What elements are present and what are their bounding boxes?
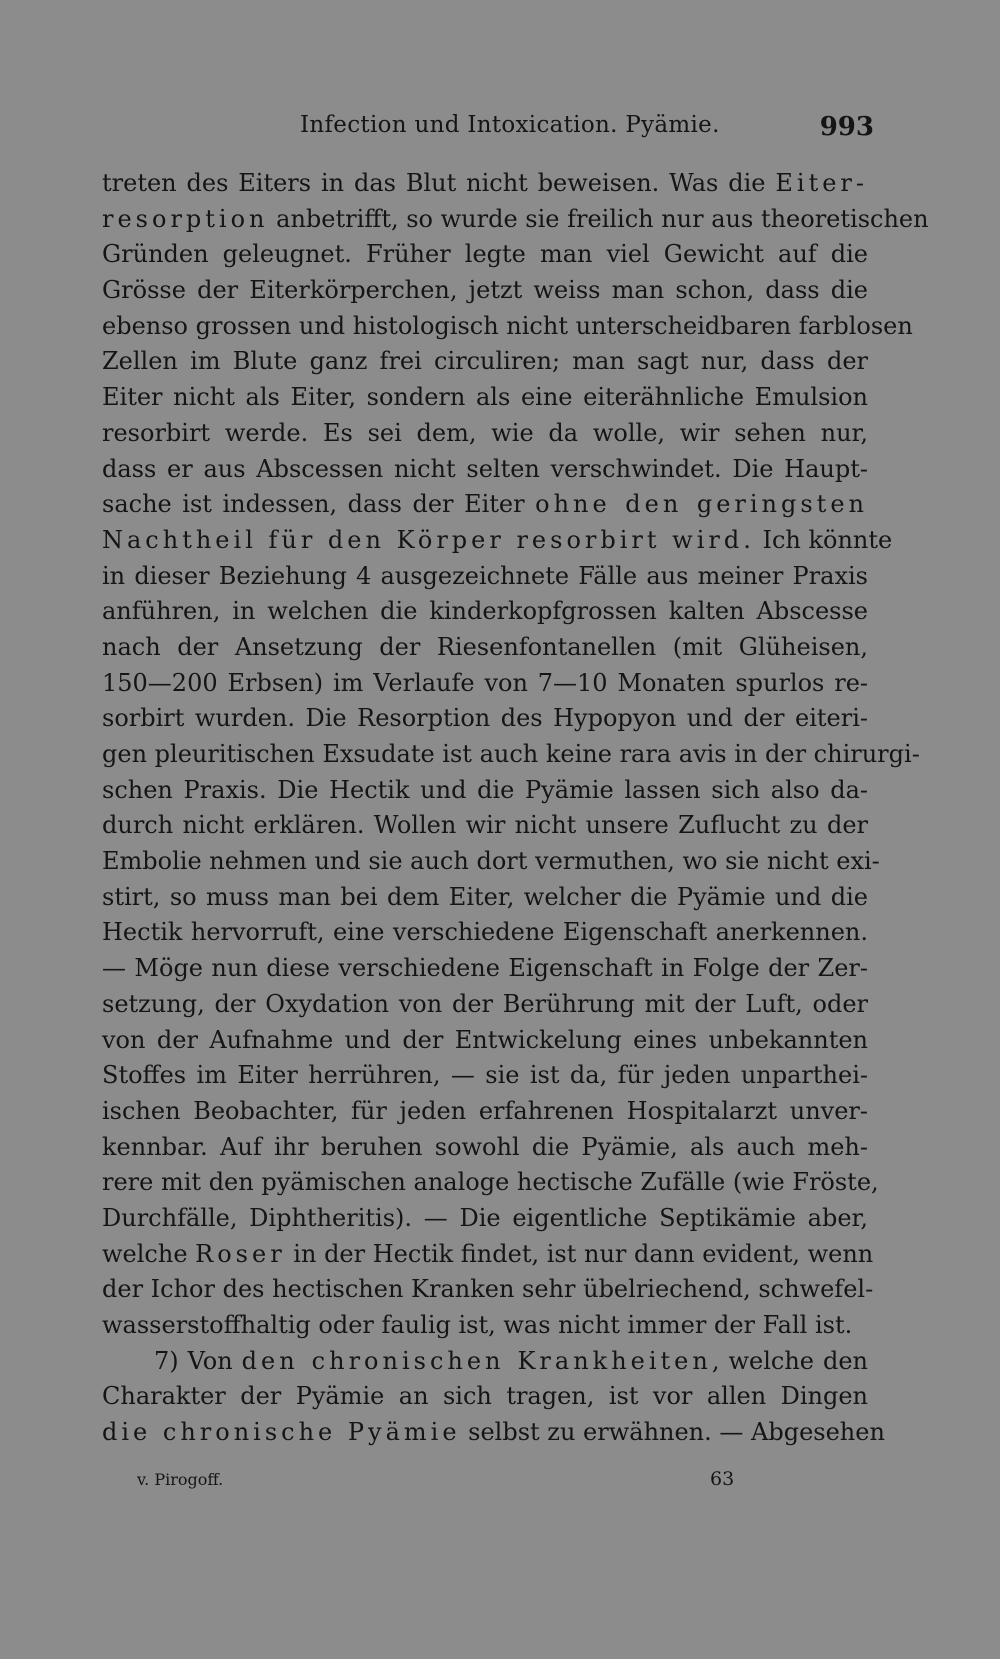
text-line xyxy=(102,416,868,452)
text-run: Charakter der Pyämie an sich tragen, ist vor allen Dingen xyxy=(102,1382,868,1411)
text-line xyxy=(102,309,913,345)
text-run: wasserstoffhaltig oder faulig ist, was nicht immer der Fall ist. xyxy=(102,1311,853,1339)
text-run: in der Hectik findet, ist nur dann evident, wenn xyxy=(285,1239,874,1268)
text-run: ebenso grossen und histologisch nicht unterscheidbaren farblosen xyxy=(102,311,913,340)
text-line xyxy=(102,452,868,488)
text-line xyxy=(102,1023,868,1059)
text-run: ischen Beobachter, für jeden erfahrenen Hospitalarzt unver- xyxy=(102,1096,868,1125)
text-line xyxy=(102,737,920,773)
text-line xyxy=(102,1058,868,1094)
text-line xyxy=(102,1379,868,1415)
text-line xyxy=(102,1415,885,1451)
footer-author: v. Pirogoff. xyxy=(137,1470,224,1489)
text-run: resorbirt werde. Es sei dem, wie da wolle, wir sehen nur, xyxy=(102,418,868,447)
text-run: kennbar. Auf ihr beruhen sowohl die Pyämie, als auch meh- xyxy=(102,1132,868,1161)
text-line xyxy=(102,1308,868,1344)
text-line xyxy=(102,987,868,1023)
text-run: treten des Eiters in das Blut nicht beweisen. Was die xyxy=(102,169,776,197)
text-line xyxy=(102,166,868,202)
text-line xyxy=(102,559,868,595)
text-line xyxy=(102,1130,868,1166)
text-run: Stoffes im Eiter herrühren, — sie ist da, für jeden unparthei- xyxy=(102,1061,868,1090)
page-number: 993 xyxy=(819,112,874,142)
text-line xyxy=(102,487,868,523)
text-run: anführen, in welchen die kinderkopfgrossen kalten Abscesse xyxy=(102,597,868,626)
text-run: Embolie nehmen und sie auch dort vermuthen, wo sie nicht exi- xyxy=(102,847,880,876)
text-run: Grösse der Eiterkörperchen, jetzt weiss man schon, dass die xyxy=(102,276,868,305)
text-line xyxy=(102,344,868,380)
text-line xyxy=(102,666,868,702)
text-run: 7) Von xyxy=(154,1346,242,1375)
text-run: von der Aufnahme und der Entwickelung eines unbekannten xyxy=(102,1025,868,1054)
spaced-emphasis: den chronischen Krankheiten xyxy=(241,1346,712,1375)
text-run: nach der Ansetzung der Riesenfontanellen (mit Glüheisen, xyxy=(102,632,868,661)
text-line xyxy=(102,273,868,309)
text-run: sache ist indessen, dass der Eiter xyxy=(102,490,536,519)
text-run: der Ichor des hectischen Kranken sehr übelriechend, schwefel- xyxy=(102,1275,874,1304)
text-run: Gründen geleugnet. Früher legte man viel Gewicht auf die xyxy=(102,240,868,269)
text-run: schen Praxis. Die Hectik und die Pyämie lassen sich also da- xyxy=(102,775,868,804)
text-run: — Möge nun diese verschiedene Eigenschaft in Folge der Zer- xyxy=(102,954,868,983)
text-line xyxy=(102,630,868,666)
text-line xyxy=(102,1344,868,1380)
text-line xyxy=(102,1272,874,1308)
text-line xyxy=(102,1237,874,1273)
text-run: stirt, so muss man bei dem Eiter, welcher die Pyämie und die xyxy=(102,882,868,911)
text-run: Zellen im Blute ganz frei circuliren; man sagt nur, dass der xyxy=(102,347,868,376)
spaced-emphasis: Nachtheil für den Körper resorbirt wird. xyxy=(102,525,755,554)
spaced-emphasis: ohne den geringsten xyxy=(535,490,868,519)
text-run: setzung, der Oxydation von der Berührung mit der Luft, oder xyxy=(102,989,868,1018)
text-run: , welche den xyxy=(711,1346,868,1375)
text-run: anbetrifft, so wurde sie freilich nur aus theoretischen xyxy=(268,204,929,233)
text-run: rere mit den pyämischen analoge hectische Zufälle (wie Fröste, xyxy=(102,1168,879,1197)
text-run: Ich könnte xyxy=(754,525,893,554)
spaced-emphasis: Eiter- xyxy=(775,169,868,197)
text-line xyxy=(102,880,868,916)
text-line xyxy=(102,844,880,880)
text-line xyxy=(102,594,868,630)
text-line xyxy=(102,1165,879,1201)
text-line xyxy=(102,915,868,951)
text-line xyxy=(102,1201,868,1237)
spaced-emphasis: resorption xyxy=(102,204,269,233)
text-line xyxy=(102,523,893,559)
text-run: sorbirt wurden. Die Resorption des Hypopyon und der eiteri- xyxy=(102,704,868,733)
running-head: Infection und Intoxication. Pyämie. xyxy=(300,112,720,138)
text-run: selbst zu erwähnen. — Abgesehen xyxy=(460,1418,885,1447)
text-run: gen pleuritischen Exsudate ist auch keine rara avis in der chirurgi- xyxy=(102,740,920,768)
text-run: Durchfälle, Diphtheritis). — Die eigentliche Septikämie aber, xyxy=(102,1203,868,1232)
text-line xyxy=(102,202,929,238)
text-line xyxy=(102,808,868,844)
text-line xyxy=(102,951,868,987)
text-run: Eiter nicht als Eiter, sondern als eine eiterähnliche Emulsion xyxy=(102,383,868,412)
text-line xyxy=(102,701,868,737)
text-run: dass er aus Abscessen nicht selten verschwindet. Die Haupt- xyxy=(102,454,868,483)
text-line xyxy=(102,773,868,809)
text-line xyxy=(102,380,868,416)
text-run: 150—200 Erbsen) im Verlaufe von 7—10 Monaten spurlos re- xyxy=(102,668,868,697)
body-text xyxy=(102,166,929,1451)
text-line xyxy=(102,237,868,273)
text-run: in dieser Beziehung 4 ausgezeichnete Fälle aus meiner Praxis xyxy=(102,561,868,590)
signature-mark: 63 xyxy=(710,1468,735,1490)
spaced-emphasis: die chronische Pyämie xyxy=(102,1418,461,1447)
spaced-emphasis: Roser xyxy=(195,1239,286,1268)
text-line xyxy=(102,1094,868,1130)
text-run: durch nicht erklären. Wollen wir nicht unsere Zuflucht zu der xyxy=(102,811,868,840)
text-run: Hectik hervorruft, eine verschiedene Eigenschaft anerkennen. xyxy=(102,918,868,947)
text-run: welche xyxy=(102,1239,196,1268)
